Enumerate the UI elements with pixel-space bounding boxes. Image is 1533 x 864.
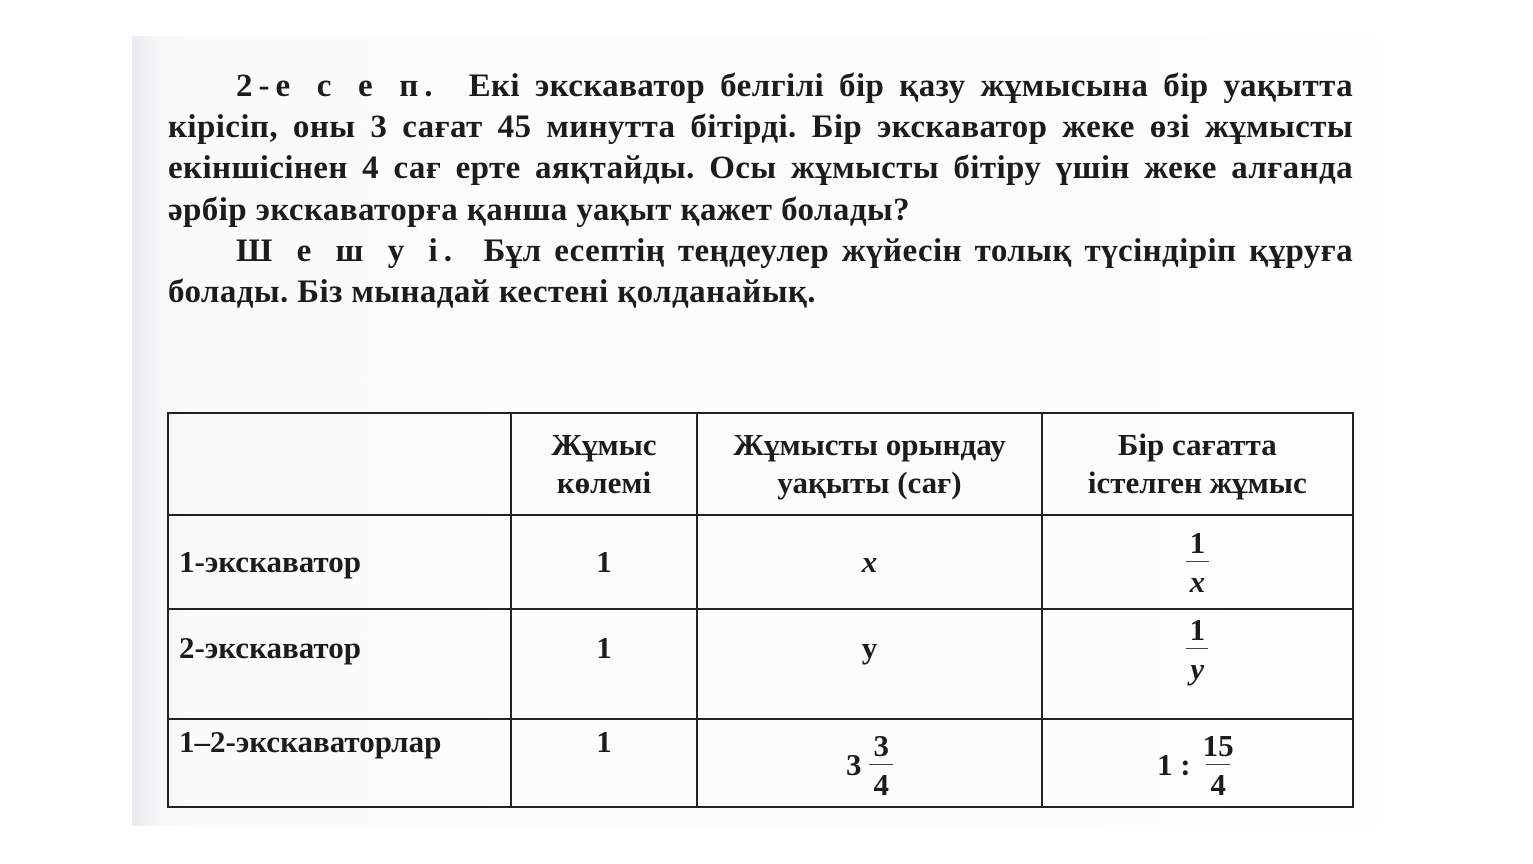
row-name: 2-экскаватор (168, 609, 511, 719)
row-time: у (697, 609, 1041, 719)
header-time: Жұмысты орындау уақыты (сағ) (697, 413, 1041, 515)
rate-fraction: $\frac{1}{x}$ (1186, 525, 1210, 599)
rate-fraction: $\frac{1}{y}$ (1186, 612, 1210, 686)
time-fraction: $\frac{3}{4}$ (869, 728, 893, 802)
problem-paragraph (168, 66, 1353, 231)
row-name: 1–2-экскаваторлар (168, 719, 511, 807)
row-time: x (697, 515, 1041, 609)
header-volume: Жұмыс көлемі (511, 413, 698, 515)
solution-text: Бұл есептің теңдеулер жүйесін толық түсіндіріп құруға болады. Біз мынадай кестені қолданайық. (168, 232, 1353, 311)
problem-text-block (168, 66, 1353, 313)
rate-fraction: $\frac{15}{4}$ (1202, 728, 1234, 802)
rate-expression: 1 : $\frac{15}{4}$ (1157, 728, 1238, 802)
solution-paragraph (168, 231, 1353, 313)
row-rate (1042, 609, 1353, 719)
row-volume: 1 (511, 609, 698, 719)
row-volume: 1 (511, 515, 698, 609)
problem-text: Екі экскаватор белгілі бір қазу жұмысына бір уақытта кірісіп, оны 3 сағат 45 минутта бітірді. Бір экскаватор жеке өзі жұмысты екіншісінен 4 сағ ерте аяқтайды. Осы жұмысты бітіру үшін жеке алғанда әрбір экскаваторға қанша уақыт қажет болады? (168, 68, 1353, 228)
row-rate (1042, 719, 1353, 807)
work-table (167, 412, 1354, 808)
table-row (168, 609, 1353, 719)
mixed-number: 3 $\frac{3}{4}$ (846, 728, 893, 802)
row-volume: 1 (511, 719, 698, 807)
table-row (168, 515, 1353, 609)
row-rate (1042, 515, 1353, 609)
solution-label: Ш е ш у і. (236, 232, 458, 269)
header-rate: Бір сағатта істелген жұмыс (1042, 413, 1353, 515)
problem-label: 2-е с е п. (236, 68, 439, 104)
row-name: 1-экскаватор (168, 515, 511, 609)
table-row (168, 719, 1353, 807)
table-header-row (168, 413, 1353, 515)
row-time (697, 719, 1041, 807)
header-empty (168, 413, 511, 515)
